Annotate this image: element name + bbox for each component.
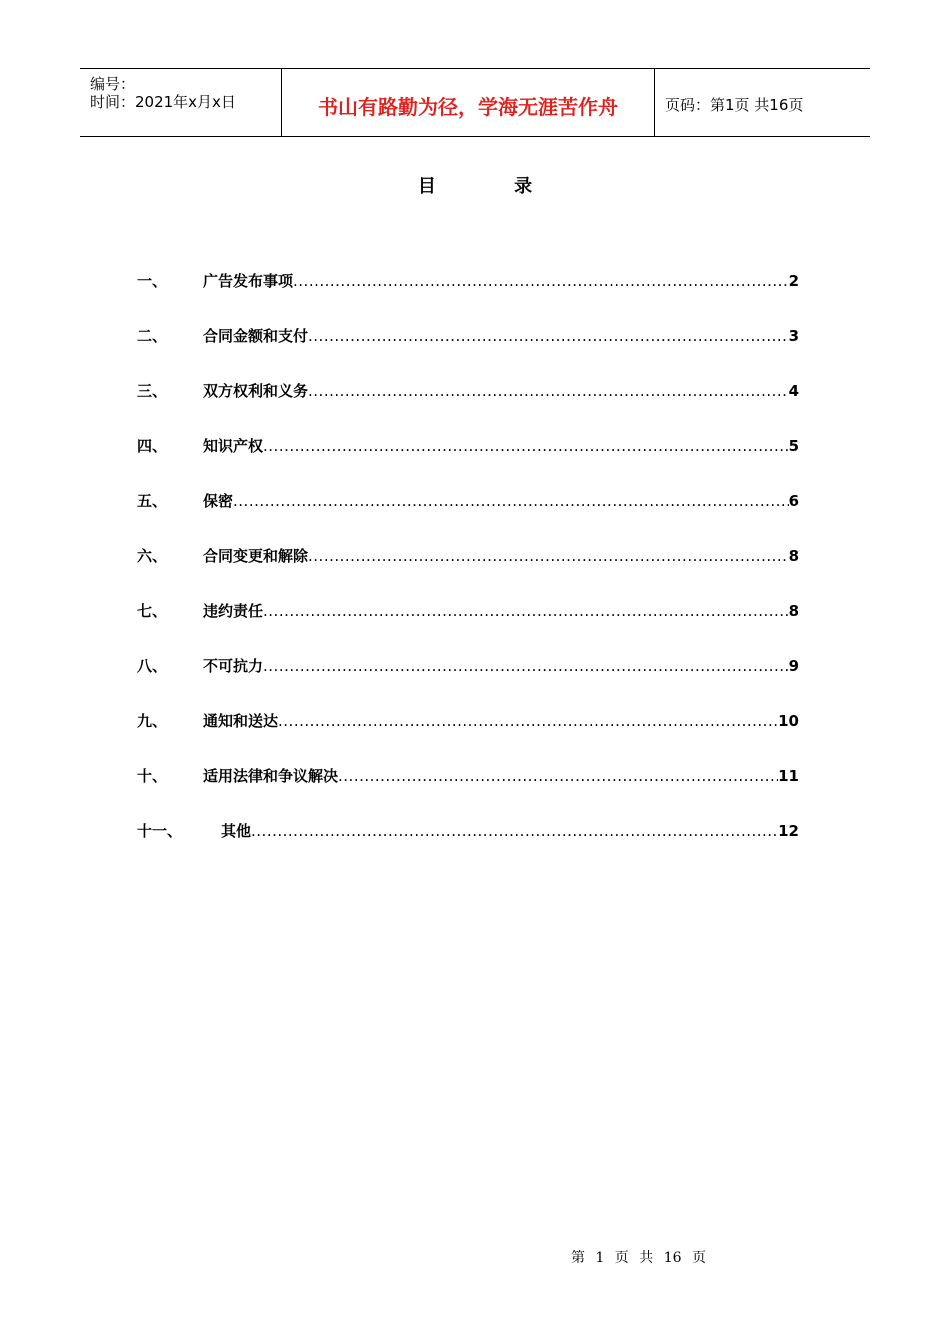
toc-item-number: 二、 — [137, 327, 168, 345]
header-motto-cell — [281, 69, 655, 136]
table-of-contents — [137, 270, 799, 875]
toc-item-page: 11 — [778, 767, 799, 785]
toc-item-number: 十、 — [137, 767, 168, 785]
toc-item-text: 合同金额和支付 — [203, 327, 309, 345]
toc-item-page: 3 — [788, 327, 799, 345]
motto-text: 书山有路勤为径，学海无涯苦作舟 — [318, 95, 618, 119]
toc-item[interactable] — [137, 710, 799, 765]
toc-item-text: 广告发布事项 — [203, 272, 294, 290]
toc-item[interactable] — [137, 545, 799, 600]
toc-item-text: 合同变更和解除 — [203, 547, 309, 565]
toc-item-text: 违约责任 — [203, 602, 264, 620]
header-page-cell — [655, 69, 870, 136]
toc-title: 目 录 — [417, 176, 569, 197]
header-page-info: 页码：第1页 共16页 — [665, 96, 804, 114]
toc-item-text: 通知和送达 — [203, 712, 279, 730]
page-header — [80, 68, 870, 137]
toc-leader-dots — [263, 437, 789, 455]
toc-item-number: 四、 — [137, 437, 168, 455]
toc-leader-dots — [251, 822, 778, 840]
toc-item-number: 五、 — [137, 492, 168, 510]
toc-leader-dots — [308, 547, 789, 565]
toc-leader-dots — [308, 327, 789, 345]
toc-item-number: 九、 — [137, 712, 168, 730]
toc-item-page: 6 — [788, 492, 799, 510]
toc-item-number: 七、 — [137, 602, 168, 620]
toc-item[interactable] — [137, 600, 799, 655]
toc-item[interactable] — [137, 765, 799, 820]
toc-item-number: 八、 — [137, 657, 168, 675]
toc-item-text: 知识产权 — [203, 437, 264, 455]
toc-item-text: 保密 — [203, 492, 234, 510]
header-meta-cell — [80, 69, 280, 136]
toc-leader-dots — [308, 382, 789, 400]
toc-item-page: 12 — [778, 822, 799, 840]
toc-leader-dots — [263, 657, 789, 675]
toc-item-page: 9 — [788, 657, 799, 675]
toc-leader-dots — [233, 492, 789, 510]
toc-leader-dots — [338, 767, 778, 785]
toc-leader-dots — [278, 712, 778, 730]
toc-item-number: 六、 — [137, 547, 168, 565]
serial-label: 编号： — [90, 75, 136, 93]
toc-leader-dots — [293, 272, 789, 290]
toc-item-page: 4 — [788, 382, 799, 400]
toc-item-number: 十一、 — [137, 822, 183, 840]
toc-item-text: 双方权利和义务 — [203, 382, 309, 400]
date-text: 时间：2021年x月x日 — [90, 93, 236, 111]
toc-item[interactable] — [137, 655, 799, 710]
toc-item-text: 其他 — [221, 822, 252, 840]
page-footer: 第 1 页 共 16 页 — [571, 1250, 706, 1266]
toc-item-text: 适用法律和争议解决 — [203, 767, 339, 785]
toc-item[interactable] — [137, 435, 799, 490]
toc-item-number: 三、 — [137, 382, 168, 400]
toc-item[interactable] — [137, 820, 799, 875]
toc-item-page: 5 — [788, 437, 799, 455]
toc-item-page: 8 — [788, 547, 799, 565]
toc-item[interactable] — [137, 380, 799, 435]
toc-item-page: 8 — [788, 602, 799, 620]
toc-item[interactable] — [137, 325, 799, 380]
toc-item-number: 一、 — [137, 272, 168, 290]
toc-item-text: 不可抗力 — [203, 657, 264, 675]
toc-leader-dots — [263, 602, 789, 620]
toc-item[interactable] — [137, 490, 799, 545]
toc-item-page: 10 — [778, 712, 799, 730]
toc-item-page: 2 — [788, 272, 799, 290]
toc-item[interactable] — [137, 270, 799, 325]
